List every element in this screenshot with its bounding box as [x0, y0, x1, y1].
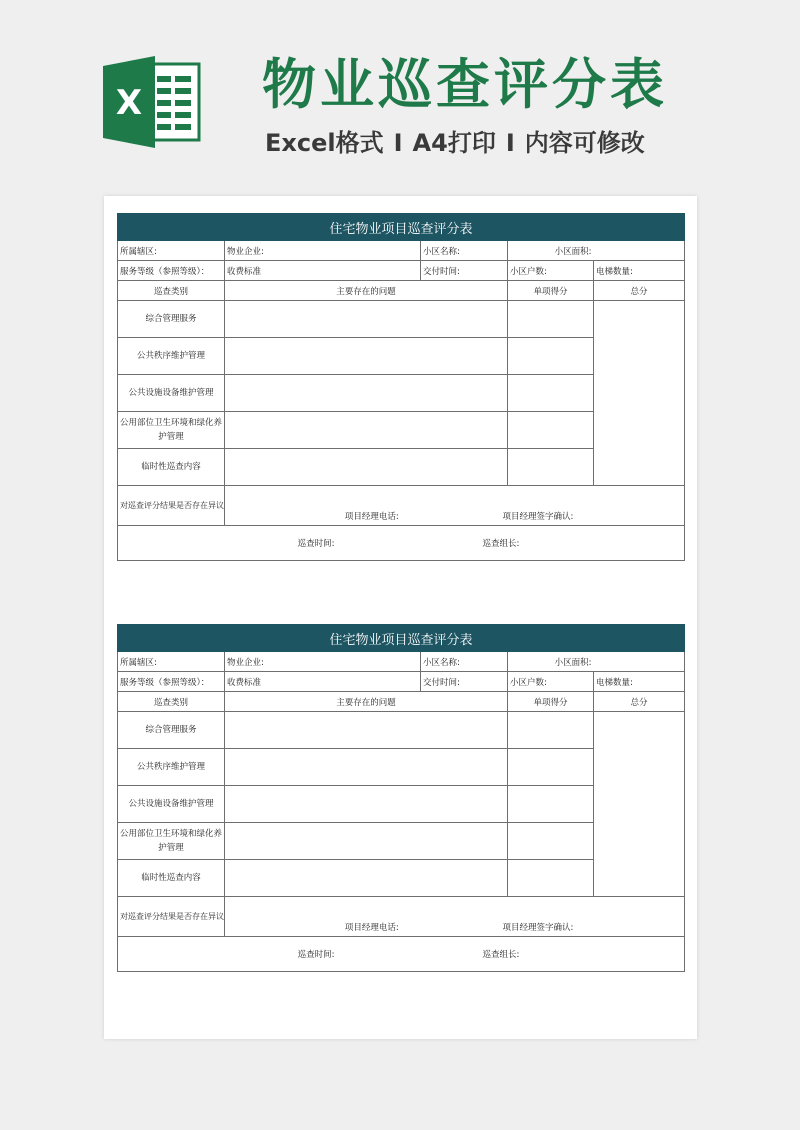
fee-standard-label[interactable]: 收费标准 [225, 672, 421, 692]
elevators-label[interactable]: 电梯数量: [594, 261, 685, 281]
community-area-label[interactable]: 小区面积: [508, 652, 594, 672]
issues-cell[interactable] [225, 338, 508, 375]
svg-text:X: X [115, 83, 143, 123]
fee-standard-label[interactable]: 收费标准 [225, 261, 421, 281]
company-label[interactable]: 物业企业: [225, 241, 421, 261]
elevators-label[interactable]: 电梯数量: [594, 672, 685, 692]
delivery-time-label[interactable]: 交付时间: [421, 261, 508, 281]
subtitle-separator: I [393, 129, 403, 157]
issues-cell[interactable] [225, 749, 508, 786]
page-title: 物业巡查评分表 [262, 53, 668, 116]
issues-header: 主要存在的问题 [225, 281, 508, 301]
excel-logo-icon [103, 56, 203, 148]
issues-cell[interactable] [225, 860, 508, 897]
total-score-header: 总分 [594, 692, 685, 712]
objection-label: 对巡查评分结果是否存在异议 [118, 486, 225, 526]
community-name-label[interactable]: 小区名称: [421, 652, 508, 672]
issues-cell[interactable] [225, 412, 508, 449]
issues-cell[interactable] [225, 449, 508, 486]
category-name: 综合管理服务 [118, 712, 225, 749]
issues-cell[interactable] [225, 375, 508, 412]
community-area-value[interactable] [594, 652, 685, 672]
issues-cell[interactable] [225, 823, 508, 860]
category-name: 临时性巡查内容 [118, 449, 225, 486]
district-label[interactable]: 所属辖区: [118, 241, 225, 261]
total-score-header: 总分 [594, 281, 685, 301]
community-area-value[interactable] [594, 241, 685, 261]
item-score-cell[interactable] [508, 823, 594, 860]
delivery-time-label[interactable]: 交付时间: [421, 672, 508, 692]
community-area-label[interactable]: 小区面积: [508, 241, 594, 261]
team-leader-label[interactable]: 巡查组长: [421, 526, 685, 561]
category-header: 巡查类别 [118, 692, 225, 712]
service-level-label[interactable]: 服务等级（参照等级）： [118, 261, 225, 281]
inspection-form [117, 213, 685, 561]
category-name: 公共设施设备维护管理 [118, 786, 225, 823]
manager-phone-label[interactable]: 项目经理电话: [225, 486, 421, 526]
category-header: 巡查类别 [118, 281, 225, 301]
item-score-cell[interactable] [508, 375, 594, 412]
manager-sign-label[interactable]: 项目经理签字确认: [421, 897, 685, 937]
category-name: 公共秩序维护管理 [118, 338, 225, 375]
households-label[interactable]: 小区户数: [508, 672, 594, 692]
issues-cell[interactable] [225, 712, 508, 749]
category-name: 公用部位卫生环境和绿化养护管理 [118, 412, 225, 449]
item-score-header: 单项得分 [508, 281, 594, 301]
manager-phone-label[interactable]: 项目经理电话: [225, 897, 421, 937]
item-score-cell[interactable] [508, 786, 594, 823]
item-score-cell[interactable] [508, 301, 594, 338]
issues-cell[interactable] [225, 301, 508, 338]
community-name-label[interactable]: 小区名称: [421, 241, 508, 261]
item-score-cell[interactable] [508, 860, 594, 897]
total-score-cell[interactable] [594, 712, 685, 897]
total-score-cell[interactable] [594, 301, 685, 486]
inspection-time-label[interactable]: 巡查时间: [118, 526, 421, 561]
subtitle-editable: 内容可修改 [524, 129, 645, 157]
category-name: 综合管理服务 [118, 301, 225, 338]
item-score-cell[interactable] [508, 749, 594, 786]
objection-label: 对巡查评分结果是否存在异议 [118, 897, 225, 937]
service-level-label[interactable]: 服务等级（参照等级）： [118, 672, 225, 692]
category-name: 公共秩序维护管理 [118, 749, 225, 786]
households-label[interactable]: 小区户数: [508, 261, 594, 281]
page-subtitle [265, 126, 705, 160]
inspection-time-label[interactable]: 巡查时间: [118, 937, 421, 972]
category-name: 临时性巡查内容 [118, 860, 225, 897]
subtitle-separator: I [505, 129, 515, 157]
issues-cell[interactable] [225, 786, 508, 823]
subtitle-format: Excel格式 [265, 129, 384, 157]
issues-header: 主要存在的问题 [225, 692, 508, 712]
company-label[interactable]: 物业企业: [225, 652, 421, 672]
manager-sign-label[interactable]: 项目经理签字确认: [421, 486, 685, 526]
inspection-form [117, 624, 685, 972]
item-score-cell[interactable] [508, 449, 594, 486]
item-score-cell[interactable] [508, 712, 594, 749]
form-title: 住宅物业项目巡查评分表 [118, 625, 685, 652]
category-name: 公用部位卫生环境和绿化养护管理 [118, 823, 225, 860]
item-score-cell[interactable] [508, 338, 594, 375]
form-title: 住宅物业项目巡查评分表 [118, 214, 685, 241]
item-score-cell[interactable] [508, 412, 594, 449]
subtitle-print: A4打印 [412, 129, 496, 157]
district-label[interactable]: 所属辖区: [118, 652, 225, 672]
item-score-header: 单项得分 [508, 692, 594, 712]
category-name: 公共设施设备维护管理 [118, 375, 225, 412]
team-leader-label[interactable]: 巡查组长: [421, 937, 685, 972]
